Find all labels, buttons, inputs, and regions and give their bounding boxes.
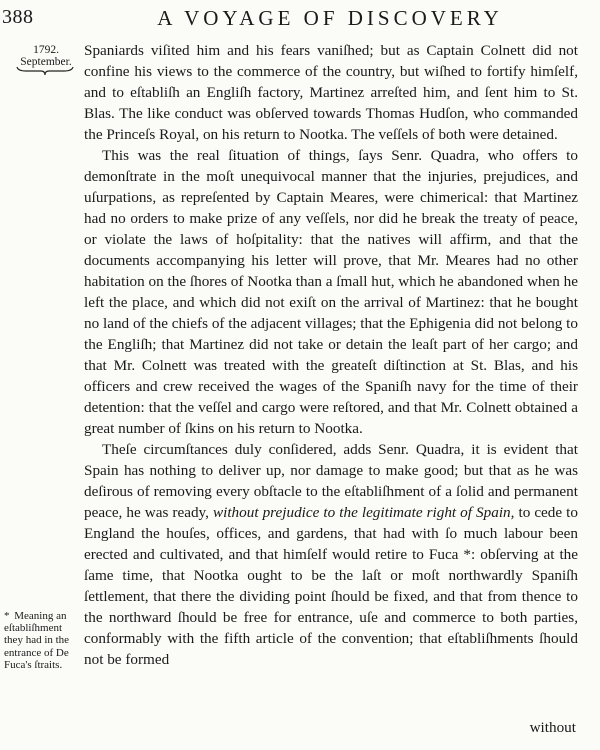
paragraph-3	[84, 439, 578, 670]
paragraph-3-part-a: Theſe circumſtances duly conſidered, adds Senr. Quadra, it is evident that Spain has nothing to deliver up, nor damage to make good; but that as he was deſirous of removing every obſtacle to the eſtabliſhment of a ſolid and permanent peace, he was ready,	[84, 441, 578, 521]
margin-date	[14, 44, 78, 68]
footnote	[4, 610, 82, 671]
footnote-text: Meaning an eſtabliſhment they had in the entrance of De Fuca's ſtraits.	[4, 610, 70, 671]
footnote-mark: *	[4, 610, 10, 622]
paragraph-1: Spaniards viſited him and his fears vaniſhed; but as Captain Colnett did not confine his views to the commerce of the country, but wiſhed to fortify himſelf, and to eſtabliſh an Engliſh factory, Martinez arreſted him, and ſent him to St. Blas. The like conduct was obſerved towards Thomas Hudſon, who commanded the Princeſs Royal, on his return to Nootka. The veſſels of both were detained.	[84, 42, 578, 143]
catchword: without	[529, 719, 576, 736]
main-text	[84, 40, 578, 670]
paragraph-3-part-b: to cede to England the houſes, offices, and gardens, that had with ſo much labour been erected and cultivated, and that himſelf would retire to Fuca *: obſerving at the ſame time, that Nootka ought to be the laſt or moſt northwardly Spaniſh ſettlement, that there the dividing point ſhould be fixed, and that from thence to the northward ſhould be free for entrance, uſe and commerce to both parties, conformably with the fifth article of the convention; that eſtabliſhments ſhould not be formed	[84, 504, 578, 668]
paragraph-2: This was the real ſituation of things, ſays Senr. Quadra, who offers to demonſtrate in the moſt unequivocal manner that the injuries, prejudices, and uſurpations, as repreſented by Captain Meares, were chimerical: that Martinez had no orders to make prize of any veſſels, nor did he break the treaty of peace, or violate the laws of hoſpitality: that the natives will affirm, and that the documents accompanying his letter will prove, that Mr. Meares had no other habitation on the ſhores of Nootka than a ſmall hut, which he abandoned when he left the place, and which did not exiſt on the arrival of Martinez: that he bought no land of the chiefs of the adjacent villages; that the Ephigenia did not belong to the Engliſh; that Martinez did not take or detain the leaſt part of her cargo; and that Mr. Colnett was treated with the greateſt diſtinction at St. Blas, and his officers and crew received the wages of the Spaniſh navy for the time of their detention: that the veſſel and cargo were reſtored, and that Mr. Colnett obtained a great number of ſkins on his return to Nootka.	[84, 147, 578, 437]
running-head: A VOYAGE OF DISCOVERY	[157, 6, 503, 30]
margin-month: September.	[20, 56, 72, 68]
page-number: 388	[2, 6, 34, 28]
margin-year: 1792.	[33, 44, 59, 56]
paragraph-3-italic: without prejudice to the legitimate right of Spain,	[212, 504, 515, 521]
brace-ornament	[16, 66, 74, 76]
